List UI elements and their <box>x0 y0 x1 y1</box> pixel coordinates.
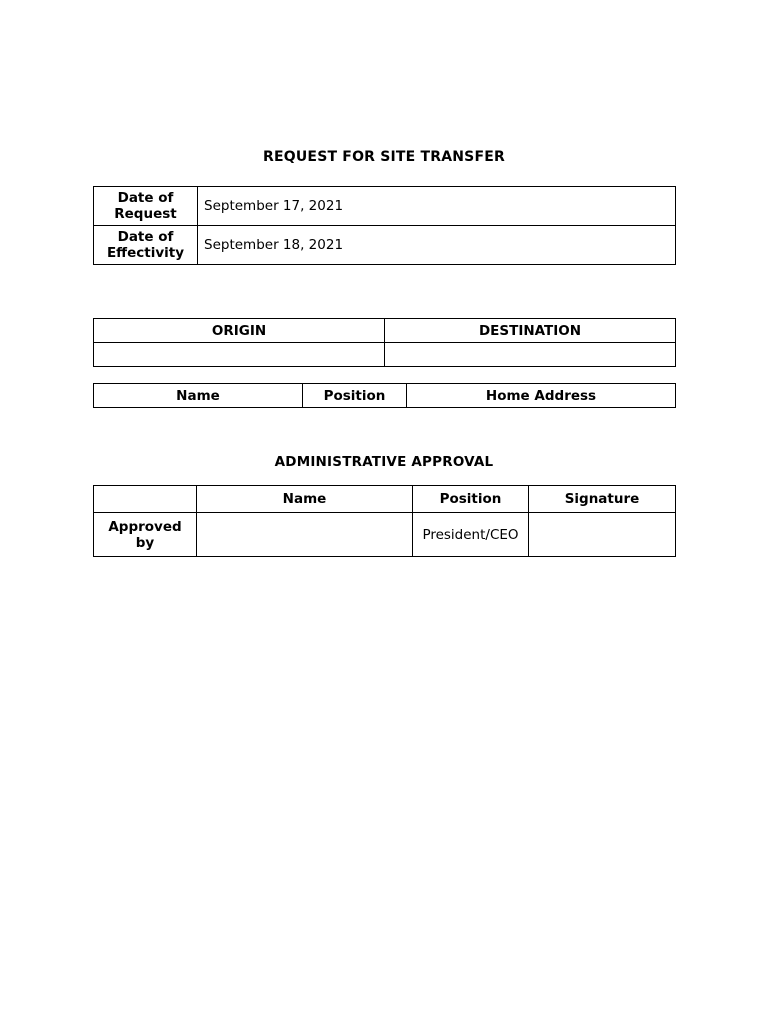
approval-name-header: Name <box>197 486 413 513</box>
table-row <box>94 384 676 408</box>
origin-value-cell[interactable] <box>94 343 385 367</box>
employee-home-address-header: Home Address <box>407 384 676 408</box>
origin-destination-table <box>93 318 676 367</box>
approval-corner-cell <box>94 486 197 513</box>
employee-table <box>93 383 676 408</box>
table-row <box>94 486 676 513</box>
approval-table <box>93 485 676 557</box>
page-title: REQUEST FOR SITE TRANSFER <box>263 149 505 165</box>
destination-header: DESTINATION <box>385 319 676 343</box>
dates-table <box>93 186 676 265</box>
table-row <box>94 319 676 343</box>
table-row <box>94 513 676 557</box>
date-of-request-label: Date of Request <box>94 187 198 226</box>
approver-position-value[interactable]: President/CEO <box>413 513 529 557</box>
table-row <box>94 343 676 367</box>
approval-section-title: ADMINISTRATIVE APPROVAL <box>274 454 494 470</box>
table-row <box>94 187 676 226</box>
destination-value-cell[interactable] <box>385 343 676 367</box>
date-of-effectivity-value[interactable]: September 18, 2021 <box>198 226 676 265</box>
employee-position-header: Position <box>303 384 407 408</box>
origin-header: ORIGIN <box>94 319 385 343</box>
approval-signature-header: Signature <box>529 486 676 513</box>
date-of-effectivity-label: Date of Effectivity <box>94 226 198 265</box>
date-of-request-value[interactable]: September 17, 2021 <box>198 187 676 226</box>
approved-by-label: Approved by <box>94 513 197 557</box>
table-row <box>94 226 676 265</box>
approval-position-header: Position <box>413 486 529 513</box>
approver-signature-cell[interactable] <box>529 513 676 557</box>
employee-name-header: Name <box>94 384 303 408</box>
approver-name-cell[interactable] <box>197 513 413 557</box>
